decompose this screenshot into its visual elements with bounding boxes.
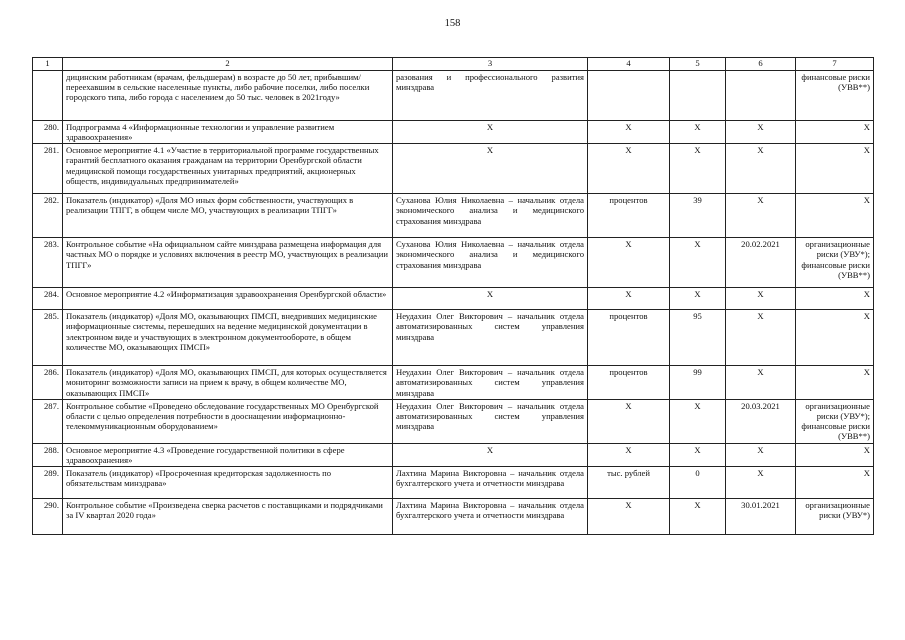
cell-name: Контрольное событие «Произведена сверка расчетов с поставщиками и подрядчиками за IV квартал 2020 года» <box>63 498 393 534</box>
table-row <box>33 310 874 366</box>
cell-val: 39 <box>670 194 726 238</box>
cell-date: X <box>726 310 796 366</box>
table-row <box>33 498 874 534</box>
cell-risk: X <box>796 466 874 498</box>
cell-unit: X <box>588 498 670 534</box>
cell-val: X <box>670 288 726 310</box>
cell-unit: процентов <box>588 366 670 399</box>
cell-date: X <box>726 443 796 466</box>
cell-unit <box>588 71 670 121</box>
cell-date: X <box>726 366 796 399</box>
cell-risk: организационные риски (УВУ*); финансовые риски (УВВ**) <box>796 399 874 443</box>
cell-name: Контрольное событие «На официальном сайте минздрава размещена информация для частных МО о порядке и условиях включения в реестр МО, участвующих в реализации ТПГГ» <box>63 238 393 288</box>
cell-resp: Лахтина Марина Викторовна – начальник отдела бухгалтерского учета и отчетности минздрава <box>393 498 588 534</box>
cell-unit: процентов <box>588 194 670 238</box>
cell-num: 284. <box>33 288 63 310</box>
cell-val: X <box>670 443 726 466</box>
cell-date: X <box>726 144 796 194</box>
cell-resp: Лахтина Марина Викторовна – начальник отдела бухгалтерского учета и отчетности минздрава <box>393 466 588 498</box>
column-header: 2 <box>63 58 393 71</box>
cell-resp: Неудахин Олег Викторович – начальник отдела автоматизированных систем управления минздрава <box>393 366 588 399</box>
cell-val: X <box>670 399 726 443</box>
cell-risk: X <box>796 310 874 366</box>
cell-date: 30.01.2021 <box>726 498 796 534</box>
cell-risk: X <box>796 443 874 466</box>
cell-resp: X <box>393 121 588 144</box>
cell-name: Подпрограмма 4 «Информационные технологии и управление развитием здравоохранения» <box>63 121 393 144</box>
cell-risk: организационные риски (УВУ*); финансовые риски (УВВ**) <box>796 238 874 288</box>
cell-date: X <box>726 466 796 498</box>
cell-val <box>670 71 726 121</box>
cell-num: 283. <box>33 238 63 288</box>
cell-unit: X <box>588 121 670 144</box>
cell-risk: организационные риски (УВУ*) <box>796 498 874 534</box>
table-row <box>33 71 874 121</box>
cell-name: Показатель (индикатор) «Просроченная кредиторская задолженность по обязательствам минздрава» <box>63 466 393 498</box>
cell-unit: тыс. рублей <box>588 466 670 498</box>
cell-unit: X <box>588 238 670 288</box>
table-row <box>33 366 874 399</box>
column-header: 1 <box>33 58 63 71</box>
cell-resp: X <box>393 288 588 310</box>
cell-val: X <box>670 121 726 144</box>
cell-resp: Суханова Юлия Николаевна – начальник отдела экономического анализа и медицинского страхования минздрава <box>393 194 588 238</box>
table-row <box>33 194 874 238</box>
cell-date: X <box>726 194 796 238</box>
cell-val: X <box>670 498 726 534</box>
cell-num: 288. <box>33 443 63 466</box>
cell-date: X <box>726 288 796 310</box>
cell-resp: X <box>393 144 588 194</box>
cell-risk: X <box>796 194 874 238</box>
cell-resp: X <box>393 443 588 466</box>
cell-date <box>726 71 796 121</box>
cell-risk: X <box>796 288 874 310</box>
table-row <box>33 466 874 498</box>
cell-name: Основное мероприятие 4.3 «Проведение государственной политики в сфере здравоохранения» <box>63 443 393 466</box>
column-header: 6 <box>726 58 796 71</box>
cell-name: Показатель (индикатор) «Доля МО, оказывающих ПМСП, для которых осуществляется мониторинг возможности записи на прием к врачу, в общем количестве МО, оказывающих ПМСП» <box>63 366 393 399</box>
table-row <box>33 144 874 194</box>
cell-num: 281. <box>33 144 63 194</box>
header-row <box>33 58 874 71</box>
cell-risk: финансовые риски (УВВ**) <box>796 71 874 121</box>
cell-name: Контрольное событие «Проведено обследование государственных МО Оренбургской области с целью определения потребности в дооснащении информационно-телекоммуникационным оборудованием» <box>63 399 393 443</box>
cell-name: Показатель (индикатор) «Доля МО, оказывающих ПМСП, внедривших медицинские информационные системы, перешедших на ведение медицинской документации в электронном виде и участвующих в электронном документообороте, в общем количестве МО, оказывающих ПМСП» <box>63 310 393 366</box>
cell-val: 99 <box>670 366 726 399</box>
cell-date: X <box>726 121 796 144</box>
cell-name: Основное мероприятие 4.1 «Участие в территориальной программе государственных гарантий бесплатного оказания гражданам на территории Оренбургской области медицинской помощи государственных унитарных предприятий, акционерных обществ, индивидуальных предпринимателей» <box>63 144 393 194</box>
cell-unit: процентов <box>588 310 670 366</box>
cell-num <box>33 71 63 121</box>
cell-val: 0 <box>670 466 726 498</box>
cell-name: Основное мероприятие 4.2 «Информатизация здравоохранения Оренбургской области» <box>63 288 393 310</box>
cell-num: 290. <box>33 498 63 534</box>
cell-name: Показатель (индикатор) «Доля МО иных форм собственности, участвующих в реализации ТПГГ, в общем числе МО, участвующих в реализации ТПГГ» <box>63 194 393 238</box>
table-row <box>33 443 874 466</box>
cell-unit: X <box>588 144 670 194</box>
cell-unit: X <box>588 288 670 310</box>
cell-unit: X <box>588 443 670 466</box>
cell-resp: Суханова Юлия Николаевна – начальник отдела экономического анализа и медицинского страхования минздрава <box>393 238 588 288</box>
table-row <box>33 238 874 288</box>
cell-resp: разования и профессионального развития минздрава <box>393 71 588 121</box>
cell-resp: Неудахин Олег Викторович – начальник отдела автоматизированных систем управления минздрава <box>393 310 588 366</box>
table-row <box>33 288 874 310</box>
cell-risk: X <box>796 366 874 399</box>
page-number: 158 <box>444 18 461 29</box>
cell-num: 289. <box>33 466 63 498</box>
cell-name: дицинским работникам (врачам, фельдшерам) в возрасте до 50 лет, прибывшим/переехавшим в сельские населенные пункты, либо рабочие поселки, либо поселки городского типа, либо города с населением до 50 тыс. человек в 2021году» <box>63 71 393 121</box>
cell-date: 20.03.2021 <box>726 399 796 443</box>
column-header: 5 <box>670 58 726 71</box>
cell-num: 282. <box>33 194 63 238</box>
cell-num: 287. <box>33 399 63 443</box>
cell-num: 286. <box>33 366 63 399</box>
cell-risk: X <box>796 121 874 144</box>
cell-val: X <box>670 144 726 194</box>
cell-risk: X <box>796 144 874 194</box>
cell-date: 20.02.2021 <box>726 238 796 288</box>
cell-num: 280. <box>33 121 63 144</box>
cell-num: 285. <box>33 310 63 366</box>
plan-table <box>32 57 874 535</box>
table-row <box>33 121 874 144</box>
cell-unit: X <box>588 399 670 443</box>
column-header: 4 <box>588 58 670 71</box>
table-row <box>33 399 874 443</box>
cell-val: 95 <box>670 310 726 366</box>
cell-resp: Неудахин Олег Викторович – начальник отдела автоматизированных систем управления минздрава <box>393 399 588 443</box>
column-header: 7 <box>796 58 874 71</box>
cell-val: X <box>670 238 726 288</box>
column-header: 3 <box>393 58 588 71</box>
